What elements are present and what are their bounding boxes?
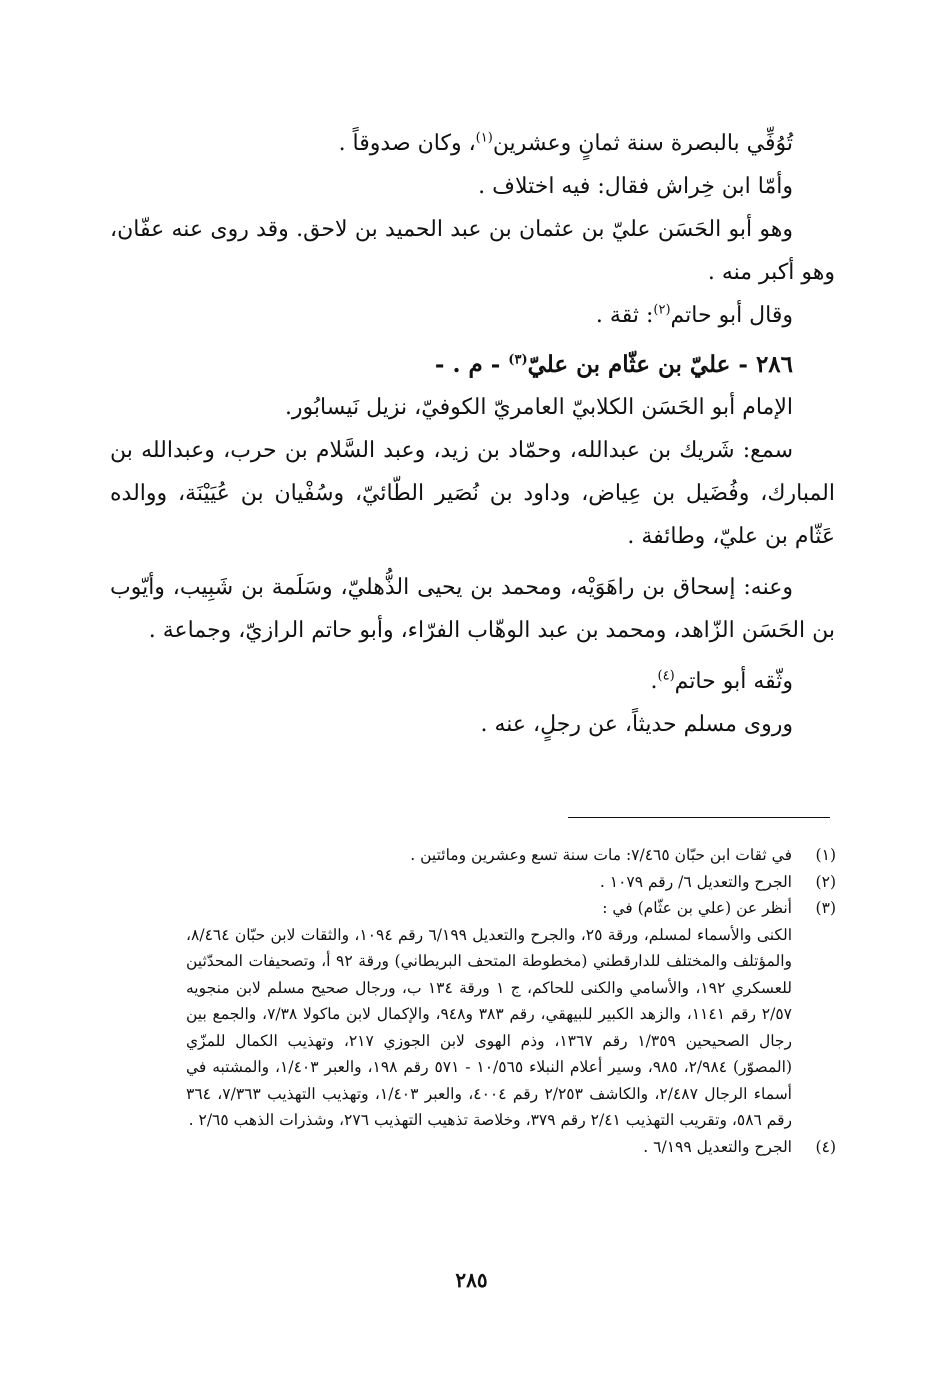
footnote-number: (١) (815, 846, 836, 864)
footnote-4 (186, 1134, 836, 1161)
footnote-marker-4: (٤) (657, 668, 675, 684)
entry-narrators: وعنه: إسحاق بن راهَوَيْه، ومحمد بن يحيى الذُّهليّ، وسَلَمة بن شَبِيب، وأيّوب بن الحَسَن الزّاهد، ومحمد بن عبد الوهّاب الفرّاء، وأبو حاتم الرازيّ، وجماعة . (110, 575, 835, 643)
entry-lineage: الإمام أبو الحَسَن الكلابيّ العامريّ الكوفيّ، نزيل نَيسابُور. (284, 395, 793, 420)
footnote-separator (568, 817, 830, 818)
page-number: ٢٨٥ (455, 1268, 488, 1292)
footnote-marker-1: (١) (475, 130, 493, 146)
footnote-text: الجرح والتعديل ٦/١٩٩ . (643, 1137, 792, 1156)
abu-hatim-line: وقال أبو حاتم$^{(٢)}$: ثقة . (595, 302, 793, 328)
footnote-3-sources: الكنى والأسماء لمسلم، ورقة ٢٥، والجرح والتعديل ٦/١٩٩ رقم ١٠٩٤، والثقات لابن حبّان ٨/٤٦٤، والمؤتلف والمختلف للدارقطني (مخطوطة المتحف البريطاني) ورقة ٩٢ أ، وتصحيفات المحدّثين للعسكري ١٩٢، والأسامي والكنى للحاكم، ج ١ ورقة ١٣٤ ب، ورجال صحيح مسلم لابن منجويه ٢/٥٧ رقم ١١٤١، والزهد الكبير للبيهقي، رقم ٣٨٣ و٩٤٨، والإكمال لابن ماكولا ٧/٣٨، والجمع بين رجال الصحيحين ١/٣٥٩ رقم ١٣٦٧، وذم الهوى لابن الجوزي ٢١٧، وتهذيب الكمال للمزّي (المصوّر) ٢/٩٨٤، ٩٨٥، وسير أعلام النبلاء ١٠/٥٦٥ - ٥٧١ رقم ١٩٨، والعبر ١/٤٠٣، والمشتبه في أسماء الرجال ٢/٤٨٧، والكاشف ٢/٢٥٣ رقم ٤٠٠٤، والعبر ١/٤٠٣، وتهذيب التهذيب ٧/٣٦٣، ٣٦٤ رقم ٥٨٦، وتقريب التهذيب ٢/٤١ رقم ٣٧٩، وخلاصة تذهيب التهذيب ٢٧٦، وشذرات الذهب ٢/٦٥ . (186, 925, 793, 1129)
footnote-2 (186, 869, 836, 896)
entry-heard-from: سمع: شَريك بن عبدالله، وحمّاد بن زيد، وعبد السَّلام بن حرب، وعبدالله بن المبارك، وفُضَيل بن عِياض، وداود بن نُصَير الطّائيّ، وسُفْيان بن عُيَيْنَة، ووالده عَثّام بن عليّ، وطائفة . (110, 438, 835, 549)
footnote-text: الجرح والتعديل ٦/ رقم ١٠٧٩ . (599, 872, 792, 891)
entry-trusted: وثّقه أبو حاتم$^{(٤)}$. (650, 668, 793, 694)
footnote-text: في ثقات ابن حبّان ٧/٤٦٥: مات سنة تسع وعشرين ومائتين . (410, 846, 792, 864)
entry-muslim: وروى مسلم حديثاً، عن رجلٍ، عنه . (480, 712, 793, 737)
footnote-marker-2: (٢) (653, 302, 671, 318)
footnote-number: (٣) (815, 899, 836, 917)
entry-heading: ٢٨٦ - عليّ بن عثّام بن عليّ$^{(٣)}$ - م . - (434, 351, 793, 378)
footnotes (186, 842, 836, 1160)
footnote-1 (186, 842, 836, 869)
footnote-marker-3: (٣) (508, 352, 528, 368)
footnote-text: أنظر عن (علي بن عثّام) في : (602, 899, 792, 917)
footnote-number: (٢) (815, 872, 836, 891)
main-text (110, 122, 835, 746)
death-line: تُوُفِّي بالبصرة سنة ثمانٍ وعشرين$^{(١)}$، وكان صدوقاً . (338, 130, 793, 156)
ibn-khirash-line: وأمّا ابن خِراش فقال: فيه اختلاف . (478, 174, 793, 199)
footnote-number: (٤) (815, 1137, 836, 1156)
identity-line: وهو أبو الحَسَن عليّ بن عثمان بن عبد الحميد بن لاحق. وقد روى عنه عفّان، وهو أكبر منه . (110, 217, 835, 285)
footnote-3 (186, 895, 836, 922)
